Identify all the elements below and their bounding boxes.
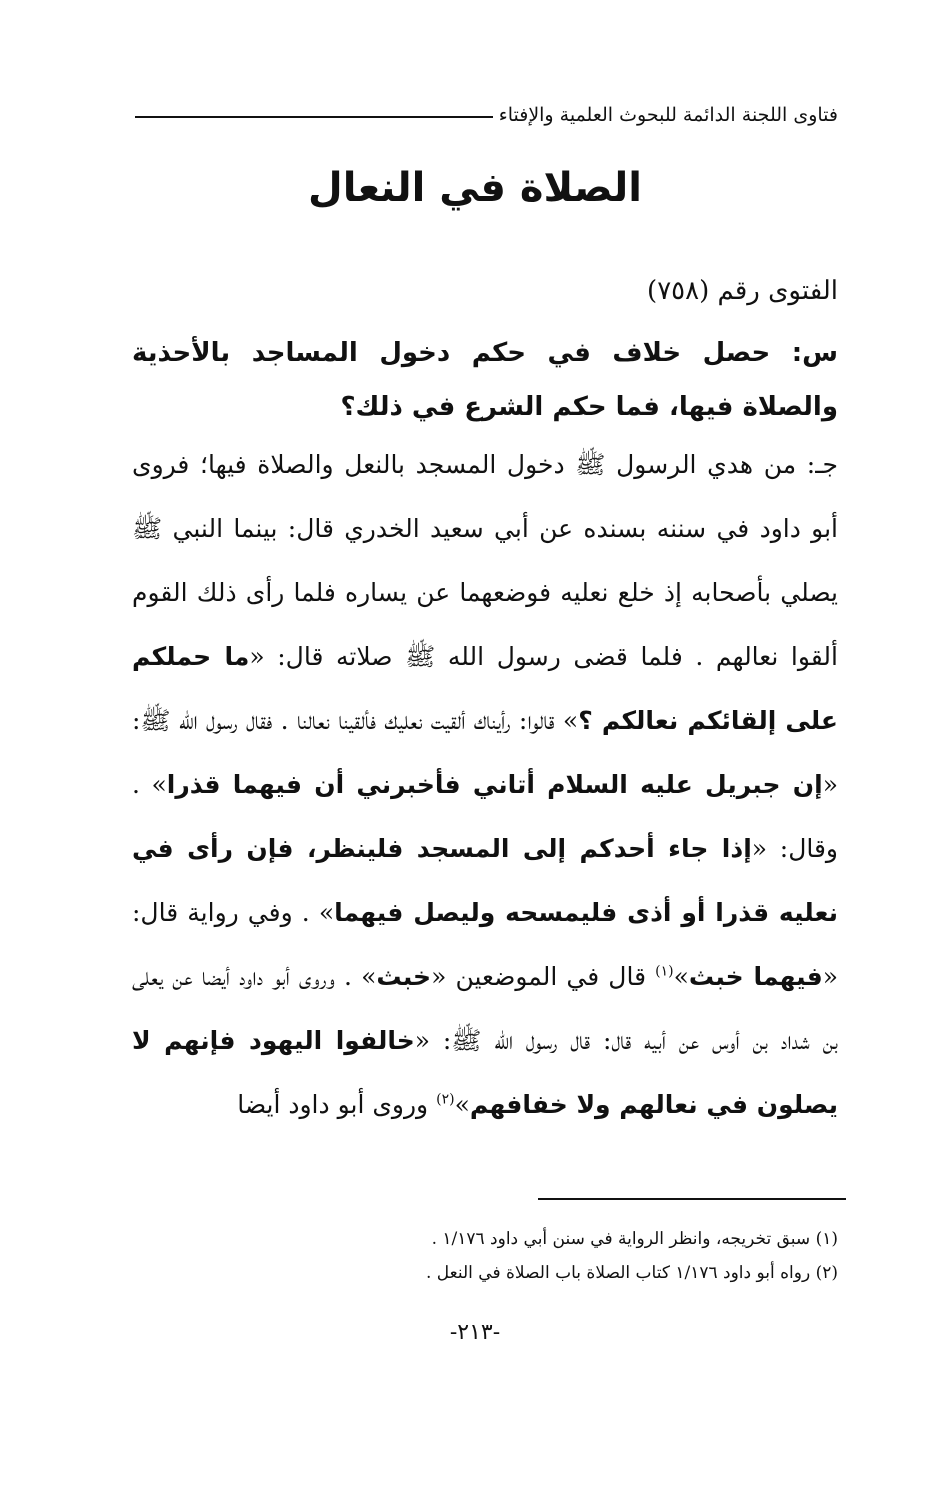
hadith-quote-4: فيهما خبث — [688, 962, 823, 991]
page-title: الصلاة في النعال — [307, 165, 642, 211]
footnote-1: (١) سبق تخريجه، وانظر الرواية في سنن أبي داود ١/١٧٦ . — [431, 1229, 838, 1249]
answer-text-2: » قالوا: رأيناك ألقيت نعليك فألقينا نعالنا . فقال رسول الله ﷺ: « — [132, 706, 838, 799]
answer-paragraph — [132, 433, 838, 1137]
hadith-quote-3: إذا جاء أحدكم إلى المسجد فلينظر، فإن رأى في نعليه قذرا أو أذى فليمسحه وليصل فيهما — [132, 834, 839, 927]
question-text: س: حصل خلاف في حكم دخول المساجد بالأحذية والصلاة فيها، فما حكم الشرع في ذلك؟ — [132, 338, 838, 422]
running-header-rule — [135, 116, 493, 118]
answer-text-8: » — [454, 1090, 470, 1119]
fatwa-number: الفتوى رقم (٧٥٨) — [647, 276, 838, 306]
hadith-quote-6: خالفوا اليهود فإنهم لا يصلون في نعالهم ولا خفافهم — [132, 1026, 838, 1119]
page-number: -٢١٣- — [449, 1320, 501, 1345]
answer-text-7: » . وروى أبو داود أيضا عن يعلى بن شداد بن أوس عن أبيه قال: قال رسول الله ﷺ: « — [132, 962, 838, 1055]
running-header — [135, 104, 838, 126]
answer-text-3: » . وقال: « — [132, 770, 838, 863]
footnote-ref-1[interactable]: (١) — [655, 963, 674, 980]
footnote-ref-2[interactable]: (٢) — [436, 1091, 455, 1108]
hadith-quote-2: إن جبريل عليه السلام أتاني فأخبرني أن فيهما قذرا — [166, 770, 823, 799]
answer-text-9: وروى أبو داود أيضا — [237, 1090, 437, 1119]
answer-text-4: » . وفي رواية قال: « — [132, 898, 839, 991]
answer-text-5: » — [673, 962, 689, 991]
answer-text-1: جـ: من هدي الرسول ﷺ دخول المسجد بالنعل والصلاة فيها؛ فروى أبو داود في سننه بسنده عن أبي سعيد الخدري قال: بينما النبي ﷺ يصلي بأصحابه إذ خلع نعليه فوضعهما عن يساره فلما رأى ذلك القوم ألقوا نعالهم . فلما قضى رسول الله ﷺ صلاته قال: « — [132, 450, 838, 671]
hadith-quote-1: ما حملكم على إلقائكم نعالكم ؟ — [132, 642, 838, 735]
answer-text-6: قال في الموضعين « — [431, 962, 656, 991]
running-header-title: فتاوى اللجنة الدائمة للبحوث العلمية والإفتاء — [498, 104, 838, 126]
footnotes — [132, 1222, 838, 1290]
footnote-divider — [538, 1198, 846, 1200]
hadith-quote-5: خبث — [376, 962, 432, 991]
footnote-2: (٢) رواه أبو داود ١/١٧٦ كتاب الصلاة باب الصلاة في النعل . — [425, 1263, 838, 1283]
